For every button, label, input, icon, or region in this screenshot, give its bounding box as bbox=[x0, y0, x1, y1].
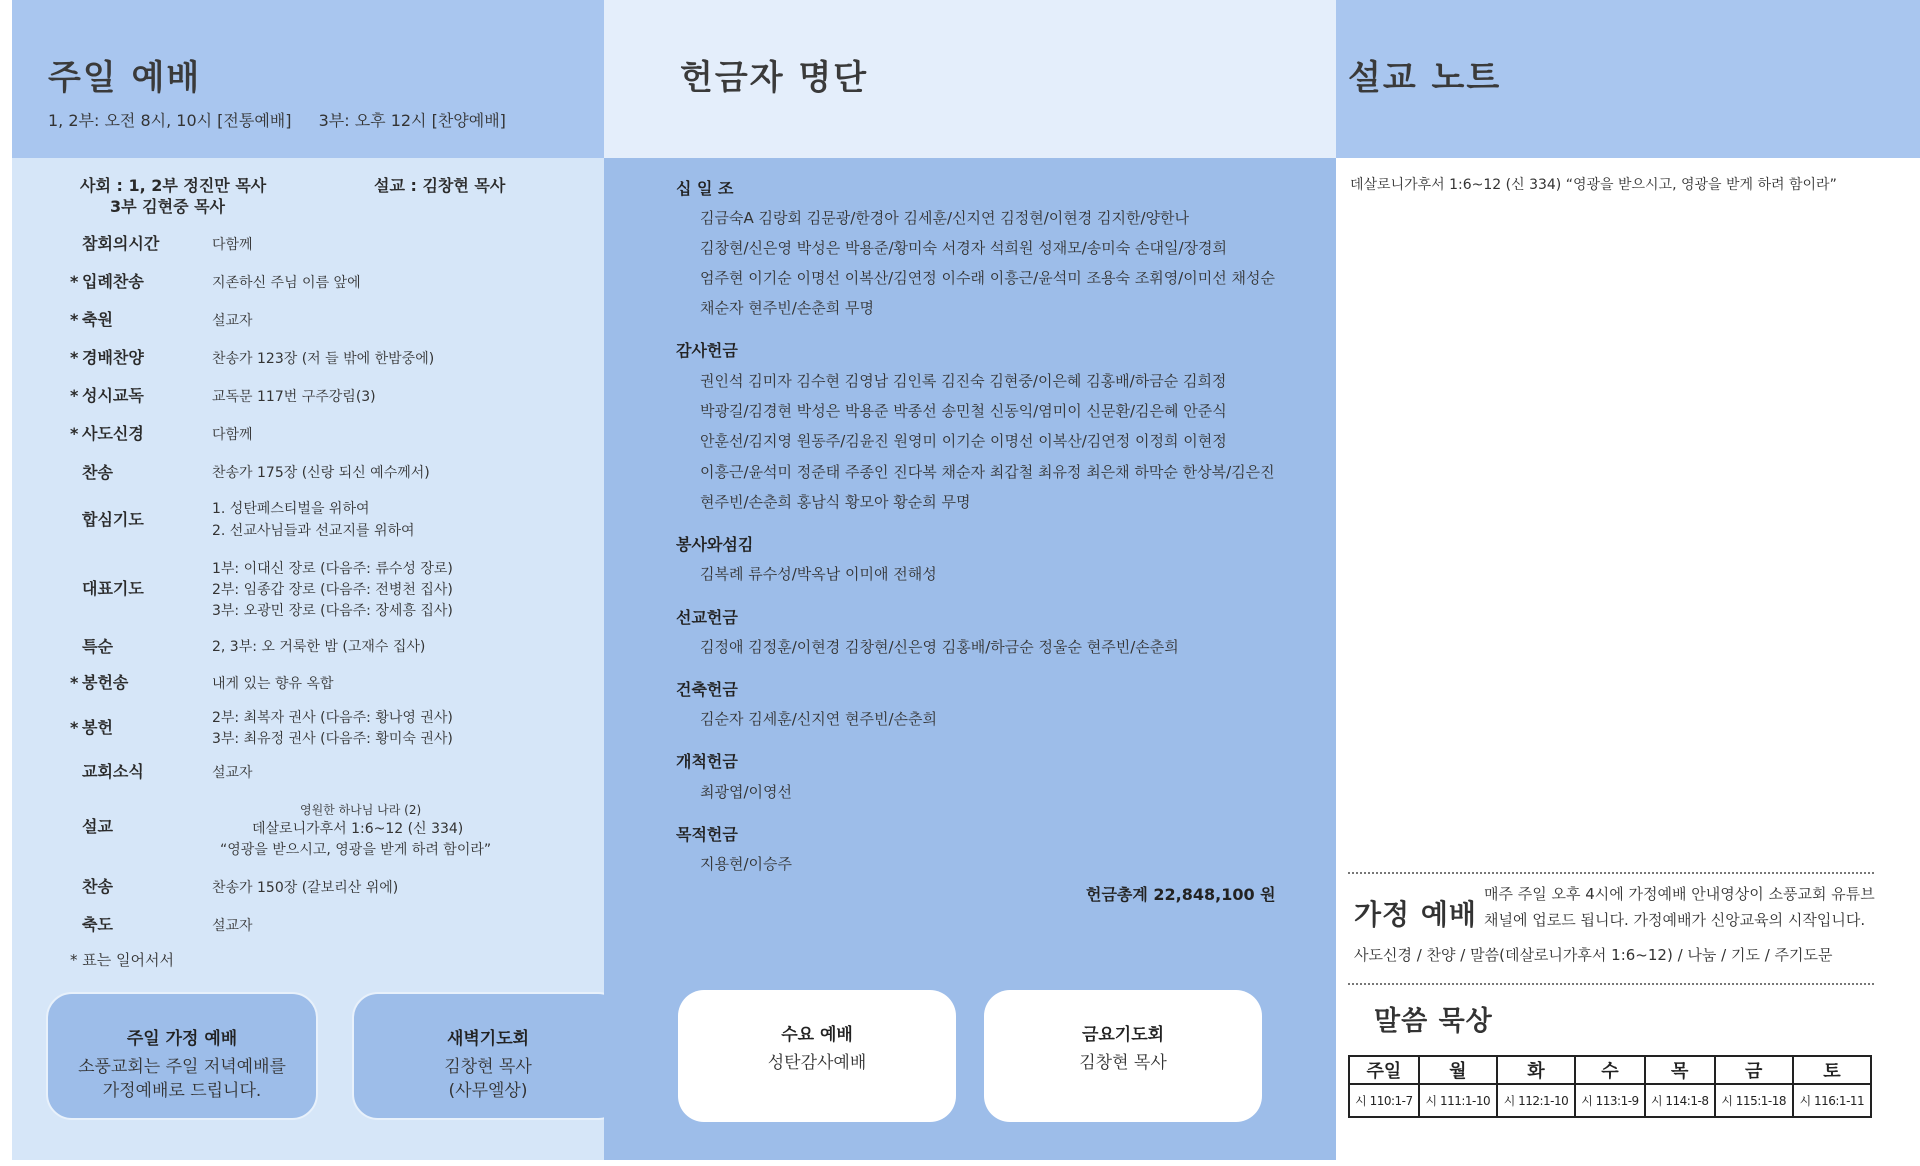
offering-names: 현주빈/손춘희 홍남식 황모아 황순희 무명 bbox=[700, 493, 971, 511]
card-title: 새벽기도회 bbox=[446, 1029, 530, 1049]
order-label: 봉헌송 bbox=[82, 673, 129, 692]
standing-mark: * bbox=[70, 272, 79, 291]
order-value-line: 2부: 임종갑 장로 (다음주: 전병천 집사) bbox=[212, 582, 453, 598]
order-value-line: 2. 선교사님들과 선교지를 위하여 bbox=[212, 523, 415, 539]
reading-cell: 시 115:1-18 bbox=[1715, 1084, 1793, 1117]
standing-mark: * bbox=[70, 673, 79, 692]
day-header: 수 bbox=[1575, 1056, 1645, 1084]
divider bbox=[1348, 983, 1874, 985]
card-title: 수요 예배 bbox=[781, 1025, 853, 1045]
order-value: 2, 3부: 오 거룩한 밤 (고재수 집사) bbox=[212, 639, 426, 655]
card-text bbox=[48, 1055, 316, 1103]
card-text: 김창현 목사 bbox=[1079, 1053, 1167, 1073]
order-label: 찬송 bbox=[82, 877, 113, 896]
sermon-note-scripture: 데살로니가후서 1:6~12 (신 334) “영광을 받으시고, 영광을 받게 하려 함이라” bbox=[1350, 177, 1837, 193]
standing-mark: * bbox=[70, 718, 79, 737]
order-label: 축원 bbox=[82, 310, 113, 329]
order-value: 설교자 bbox=[212, 918, 253, 934]
order-value: 지존하신 주님 이름 앞에 bbox=[212, 275, 361, 291]
order-value-line: 1. 성탄페스티벌을 위하여 bbox=[212, 501, 370, 517]
dawn-prayer-card bbox=[352, 992, 624, 1120]
offering-names: 지용현/이승주 bbox=[700, 855, 792, 873]
standing-mark: * bbox=[70, 348, 79, 367]
standing-mark: * bbox=[70, 386, 79, 405]
standing-mark: * bbox=[70, 424, 79, 443]
meditation-readings-row bbox=[1349, 1084, 1871, 1117]
order-label: 찬송 bbox=[82, 463, 113, 482]
offering-total: 헌금총계 22,848,100 원 bbox=[1086, 885, 1276, 904]
offering-names: 김정애 김정훈/이현경 김창현/신은영 김홍배/하금순 정울순 현주빈/손춘희 bbox=[700, 638, 1179, 656]
sermon-note-title: 설교 노트 bbox=[1348, 58, 1502, 98]
order-label: 참회의시간 bbox=[82, 234, 160, 253]
order-value: 다함께 bbox=[212, 237, 253, 253]
family-worship-title: 가정 예배 bbox=[1354, 898, 1477, 931]
reading-cell: 시 113:1-9 bbox=[1575, 1084, 1645, 1117]
presider-3rd: 3부 김현중 목사 bbox=[110, 197, 226, 216]
worship-header bbox=[12, 0, 604, 158]
offering-names: 김창현/신은영 박성은 박용준/황미숙 서경자 석희원 성재모/송미숙 손대일/장경희 bbox=[700, 239, 1227, 257]
sermon-title: 영원한 하나님 나라 (2) bbox=[300, 803, 422, 817]
family-worship-text: 채널에 업로드 됩니다. 가정예배가 신앙교육의 시작입니다. bbox=[1484, 911, 1866, 929]
offering-names: 안훈선/김지영 원동주/김윤진 원영미 이기순 이명선 이복산/김연정 이정희 이현정 bbox=[700, 432, 1227, 450]
day-header: 목 bbox=[1645, 1056, 1715, 1084]
order-label: 입례찬송 bbox=[82, 272, 144, 291]
order-value-line: 2부: 최복자 권사 (다음주: 황나영 권사) bbox=[212, 710, 453, 726]
reading-cell: 시 116:1-11 bbox=[1793, 1084, 1871, 1117]
friday-prayer-card bbox=[984, 990, 1262, 1122]
day-header: 월 bbox=[1419, 1056, 1497, 1084]
sermon-quote: “영광을 받으시고, 영광을 받게 하려 함이라” bbox=[220, 842, 492, 858]
day-header: 주일 bbox=[1349, 1056, 1419, 1084]
card-line: 가정예배로 드립니다. bbox=[102, 1081, 262, 1101]
offering-names: 박광길/김경현 박성은 박용준 박종선 송민철 신동익/염미이 신문환/김은혜 안준식 bbox=[700, 402, 1227, 420]
wednesday-service-card bbox=[678, 990, 956, 1122]
worship-title: 주일 예배 bbox=[48, 58, 202, 98]
offering-section-title: 감사헌금 bbox=[676, 341, 738, 360]
card-text: 성탄감사예배 bbox=[767, 1053, 867, 1073]
card-title: 금요기도회 bbox=[1081, 1025, 1165, 1045]
sermon-scripture: 데살로니가후서 1:6~12 (신 334) bbox=[252, 821, 464, 837]
offering-names: 엄주현 이기순 이명선 이복산/김연정 이수래 이흥근/윤석미 조용숙 조휘영/이미선 채성순 bbox=[700, 269, 1275, 287]
day-header: 화 bbox=[1497, 1056, 1575, 1084]
order-value: 내게 있는 향유 옥합 bbox=[212, 676, 334, 692]
order-value: 찬송가 175장 (신랑 되신 예수께서) bbox=[212, 465, 430, 481]
card-title: 주일 가정 예배 bbox=[126, 1029, 238, 1049]
worship-time-traditional: 1, 2부: 오전 8시, 10시 [전통예배] bbox=[48, 111, 292, 130]
offering-names: 채순자 현주빈/손춘희 무명 bbox=[700, 299, 874, 317]
order-value: 찬송가 123장 (저 들 밖에 한밤중에) bbox=[212, 351, 435, 367]
sermon-note-panel bbox=[1336, 0, 1920, 1160]
order-label: 교회소식 bbox=[82, 762, 144, 781]
offering-names: 김순자 김세훈/신지연 현주빈/손춘희 bbox=[700, 710, 937, 728]
offering-header bbox=[604, 0, 1336, 158]
reading-cell: 시 114:1-8 bbox=[1645, 1084, 1715, 1117]
offering-section-title: 십 일 조 bbox=[676, 179, 734, 198]
family-worship-text: 매주 주일 오후 4시에 가정예배 안내영상이 소풍교회 유튜브 bbox=[1484, 885, 1875, 903]
offering-names: 최광엽/이영선 bbox=[700, 783, 792, 801]
preacher: 설교 : 김창현 목사 bbox=[374, 176, 506, 195]
order-label: 대표기도 bbox=[82, 579, 144, 598]
order-value: 다함께 bbox=[212, 427, 253, 443]
offering-section-title: 선교헌금 bbox=[676, 608, 738, 627]
meditation-days-row bbox=[1349, 1056, 1871, 1084]
offering-names: 권인석 김미자 김수현 김영남 김인록 김진숙 김현중/이은혜 김홍배/하금순 김희정 bbox=[700, 372, 1227, 390]
divider bbox=[1348, 872, 1874, 874]
day-header: 토 bbox=[1793, 1056, 1871, 1084]
order-label: 사도신경 bbox=[82, 424, 144, 443]
order-label: 설교 bbox=[82, 817, 113, 836]
offering-section-title: 건축헌금 bbox=[676, 680, 738, 699]
day-header: 금 bbox=[1715, 1056, 1793, 1084]
card-line: 김창현 목사 bbox=[444, 1057, 532, 1077]
order-label: 경배찬양 bbox=[82, 348, 144, 367]
offering-names: 이흥근/윤석미 정준태 주종인 진다복 채순자 최갑철 최유정 최은채 하막순 한상복/김은진 bbox=[700, 463, 1275, 481]
order-label: 성시교독 bbox=[82, 386, 144, 405]
card-text bbox=[354, 1055, 622, 1103]
order-value: 교독문 117번 구주강림(3) bbox=[212, 389, 376, 405]
offering-title: 헌금자 명단 bbox=[680, 58, 869, 98]
standing-mark: * bbox=[70, 310, 79, 329]
family-worship-order: 사도신경 / 찬양 / 말씀(데살로니가후서 1:6~12) / 나눔 / 기도 / 주기도문 bbox=[1354, 946, 1833, 964]
order-value: 설교자 bbox=[212, 313, 253, 329]
meditation-title: 말씀 묵상 bbox=[1374, 1006, 1493, 1037]
order-value-line: 3부: 최유정 권사 (다음주: 황미숙 권사) bbox=[212, 731, 453, 747]
meditation-table bbox=[1348, 1055, 1872, 1118]
order-label: 봉헌 bbox=[82, 718, 113, 737]
reading-cell: 시 112:1-10 bbox=[1497, 1084, 1575, 1117]
order-value-line: 3부: 오광민 장로 (다음주: 장세흥 집사) bbox=[212, 603, 453, 619]
order-value-line: 1부: 이대신 장로 (다음주: 류수성 장로) bbox=[212, 561, 453, 577]
standing-footnote: * 표는 일어서서 bbox=[70, 951, 174, 969]
offering-names: 김금숙A 김랑회 김문광/한경아 김세훈/신지연 김정현/이현경 김지한/양한나 bbox=[700, 209, 1190, 227]
offering-section-title: 봉사와섬김 bbox=[676, 535, 754, 554]
offering-section-title: 목적헌금 bbox=[676, 825, 738, 844]
order-label: 합심기도 bbox=[82, 510, 144, 529]
family-worship-card bbox=[46, 992, 318, 1120]
worship-times bbox=[48, 108, 528, 131]
order-value: 찬송가 150장 (갈보리산 위에) bbox=[212, 880, 399, 896]
reading-cell: 시 111:1-10 bbox=[1419, 1084, 1497, 1117]
offering-names: 김복례 류수성/박옥남 이미애 전해성 bbox=[700, 565, 937, 583]
card-line: 소풍교회는 주일 저녁예배를 bbox=[78, 1057, 286, 1077]
order-value: 설교자 bbox=[212, 765, 253, 781]
card-line: (사무엘상) bbox=[448, 1081, 528, 1101]
worship-time-praise: 3부: 오후 12시 [찬양예배] bbox=[318, 111, 506, 130]
reading-cell: 시 110:1-7 bbox=[1349, 1084, 1419, 1117]
sermon-note-header bbox=[1336, 0, 1920, 158]
offering-section-title: 개척헌금 bbox=[676, 752, 738, 771]
order-label: 특순 bbox=[82, 637, 113, 656]
presider: 사회 : 1, 2부 정진만 목사 bbox=[80, 176, 267, 195]
order-label: 축도 bbox=[82, 915, 113, 934]
